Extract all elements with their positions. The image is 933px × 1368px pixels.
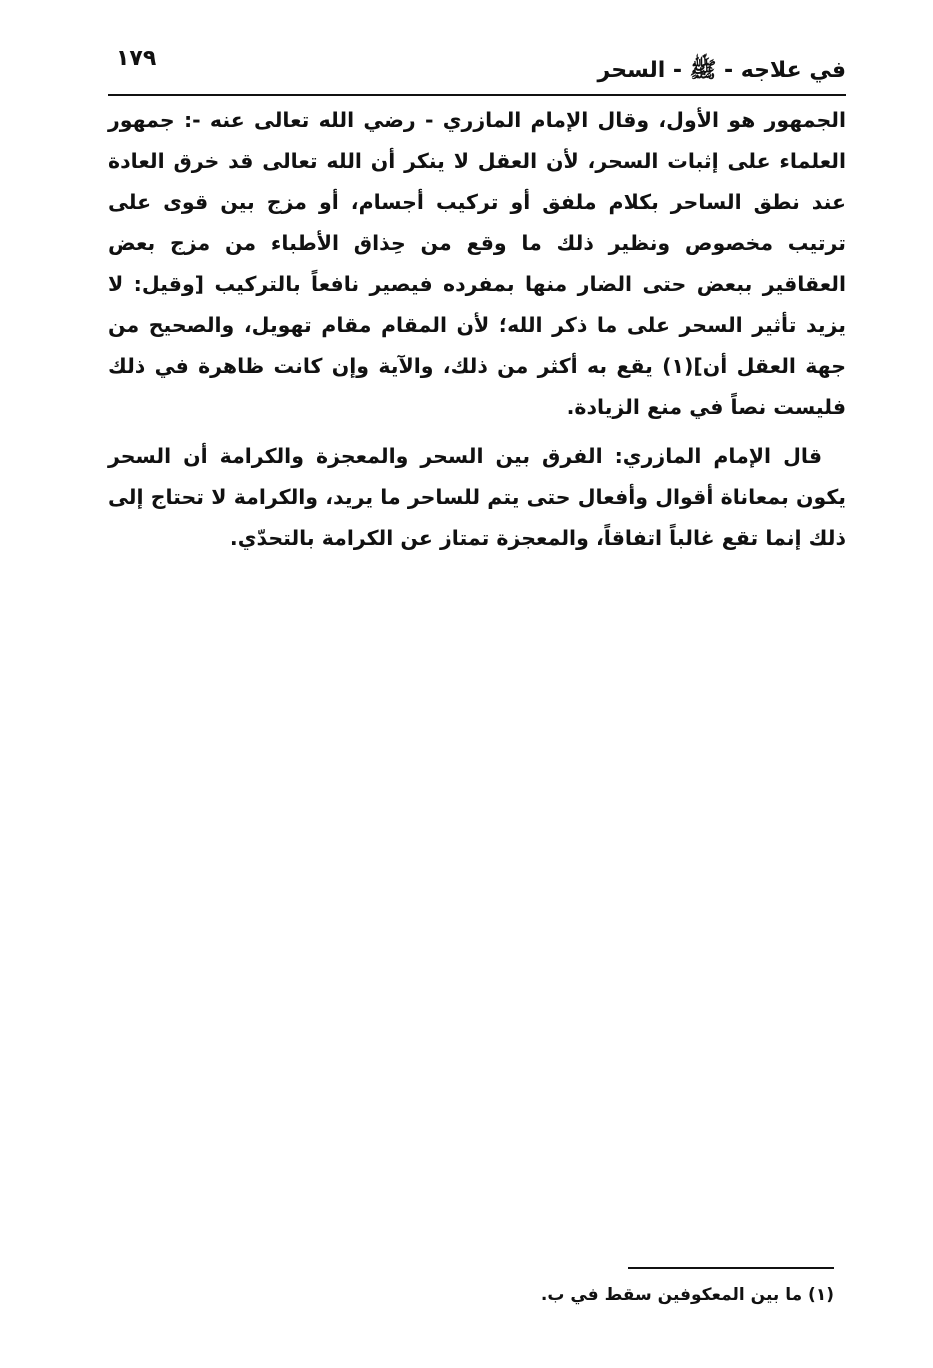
main-text <box>108 100 846 559</box>
footnote-rule <box>628 1267 834 1269</box>
paragraph: الجمهور هو الأول، وقال الإمام المازري - رضي الله تعالى عنه -: جمهور العلماء على إثبات السحر، لأن العقل لا ينكر أن الله تعالى قد خرق العادة عند نطق الساحر بكلام ملفق أو تركيب أجسام، أو مزج بين قوى على ترتيب مخصوص ونظير ذلك ما وقع من حِذاق الأطباء من مزج بعض العقاقير ببعض حتى الضار منها بمفرده فيصير نافعاً بالتركيب [وقيل: لا يزيد تأثير السحر على ما ذكر الله؛ لأن المقام مقام تهويل، والصحيح من جهة العقل أن](١) يقع به أكثر من ذلك، والآية وإن كانت ظاهرة في ذلك فليست نصاً في منع الزيادة. <box>108 108 846 419</box>
footnote: (١) ما بين المعكوفين سقط في ب. <box>540 1285 834 1305</box>
page-number: ١٧٩ <box>116 46 157 71</box>
paragraph: قال الإمام المازري: الفرق بين السحر والمعجزة والكرامة أن السحر يكون بمعاناة أقوال وأفعال حتى يتم للساحر ما يريد، والكرامة لا تحتاج إلى ذلك إنما تقع غالباً اتفاقاً، والمعجزة تمتاز عن الكرامة بالتحدّي. <box>108 444 846 550</box>
running-head: في علاجه - ﷺ - السحر <box>597 58 846 83</box>
page-header <box>108 38 846 94</box>
header-rule <box>108 94 846 96</box>
